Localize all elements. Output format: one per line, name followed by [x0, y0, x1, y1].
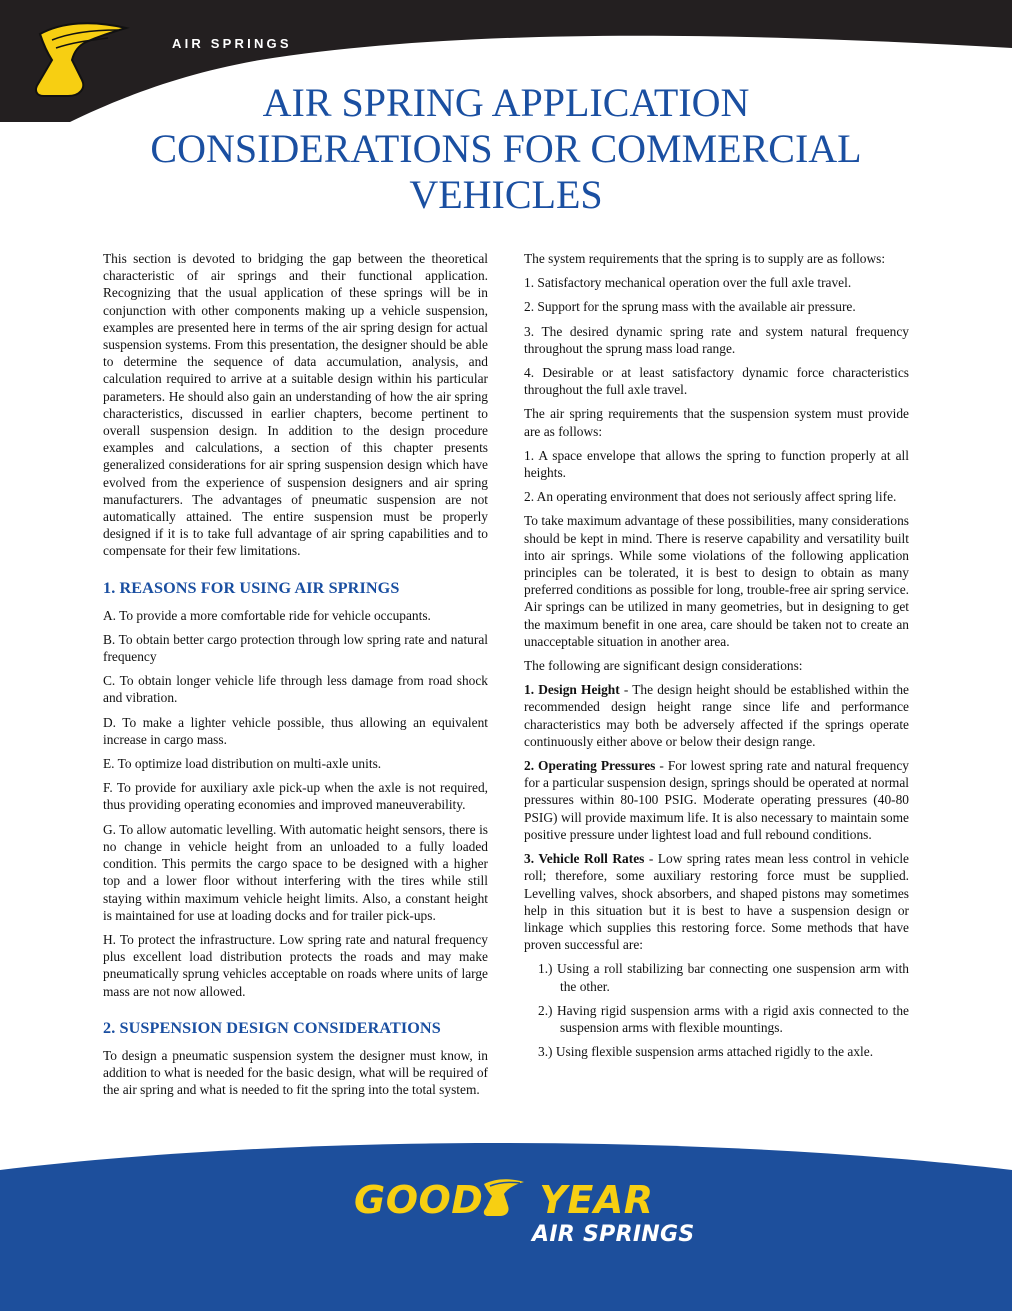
title-line: AIR SPRING APPLICATION: [262, 80, 750, 125]
paragraph: To design a pneumatic suspension system the designer must know, in addition to what is needed for the basic design, what will be required of the air spring and what is needed to fit the spring into the total system.: [103, 1047, 488, 1098]
list-item: D. To make a lighter vehicle possible, thus allowing an equivalent increase in cargo mass.: [103, 714, 488, 747]
list-item: 2. An operating environment that does not seriously affect spring life.: [524, 489, 897, 505]
logo-text-right: YEAR: [539, 1178, 654, 1222]
list-item: 1. A space envelope that allows the spring to function properly at all heights.: [524, 447, 909, 481]
title-line: CONSIDERATIONS FOR COMMERCIAL: [150, 126, 862, 171]
list-item: 4. Desirable or at least satisfactory dynamic force characteristics throughout the full axle travel.: [524, 365, 909, 398]
list-item: G. To allow automatic levelling. With automatic height sensors, there is no change in vehicle height from an unloaded to a fully loaded condition. This permits the cargo space to be designed with a higher top and a lower floor without interfering with the tires while still staying within maximum vehicle height limits. Also, a constant height is maintained for use at loading docks and for trailer pick-ups.: [103, 821, 488, 923]
title-line: VEHICLES: [409, 172, 603, 217]
list-item: 2. Support for the sprung mass with the available air pressure.: [524, 299, 856, 315]
paragraph: To take maximum advantage of these possibilities, many considerations should be kept in mind. There is reserve capability and versatility built into air springs. While some violations of the following application principles can be tolerated, it is best to design to obtain as many preferred conditions as possible for long, trouble-free air spring service. Air springs can be utilized in many geometries, but in designing to get the maximum benefit in one area, care should be taken not to create an unacceptable situation in another area.: [524, 513, 909, 649]
list-item: C. To obtain longer vehicle life through less damage from road shock and vibration.: [103, 673, 488, 706]
list-item: 1. Satisfactory mechanical operation over the full axle travel.: [524, 275, 852, 291]
paragraph: The air spring requirements that the suspension system must provide are as follows:: [524, 406, 909, 439]
sub-list-item: 1.) Using a roll stabilizing bar connecting one suspension arm with the other.: [538, 961, 909, 994]
logo-text-left: GOOD: [354, 1178, 484, 1222]
sub-list-item: 2.) Having rigid suspension arms with a rigid axis connected to the suspension arms with flexible mountings.: [538, 1002, 909, 1035]
list-item: 3. The desired dynamic spring rate and system natural frequency throughout the sprung mass load range.: [524, 323, 909, 356]
section-label: AIR SPRINGS: [172, 36, 292, 51]
sub-list-item: 3.) Using flexible suspension arms attached rigidly to the axle.: [538, 1044, 874, 1060]
list-item: B. To obtain better cargo protection through low spring rate and natural frequency: [103, 631, 488, 665]
consideration-text: - The design height should be established within the recommended design height range since life and performance characteristics may both be adversely affected if the springs operate continuously either above or below their design range.: [524, 682, 909, 749]
list-item: E. To optimize load distribution on multi-axle units.: [103, 756, 382, 772]
list-item: H. To protect the infrastructure. Low spring rate and natural frequency plus excellent load distribution protects the roads and may make pneumatically sprung vehicles acceptable on roads where units of large mass are not now allowed.: [103, 931, 488, 999]
section-heading: 2. SUSPENSION DESIGN CONSIDERATIONS: [103, 1018, 441, 1037]
consideration-label: 1. Design Height: [524, 682, 620, 698]
logo-subtitle: AIR SPRINGS: [532, 1222, 695, 1247]
consideration-item: [524, 757, 909, 843]
list-item: F. To provide for auxiliary axle pick-up when the axle is not required, thus providing operating economies and improved maneuverability.: [103, 780, 488, 813]
list-item: A. To provide a more comfortable ride for vehicle occupants.: [103, 607, 431, 623]
wingfoot-icon: [478, 1176, 526, 1220]
paragraph: The following are significant design considerations:: [524, 658, 803, 674]
left-column: [103, 250, 488, 1105]
consideration-label: 2. Operating Pressures: [524, 758, 656, 774]
consideration-text: - For lowest spring rate and natural frequency for a particular suspension design, springs should be operated at normal pressures within 80-100 PSIG. Moderate operating pressures (40-80 PSIG) will provide maximum life. It is also necessary to maintain some positive pressure under lightest load and full rebound conditions.: [524, 758, 909, 842]
page-title: [40, 80, 972, 218]
consideration-label: 3. Vehicle Roll Rates: [524, 851, 645, 867]
section-heading: 1. REASONS FOR USING AIR SPRINGS: [103, 578, 400, 597]
paragraph: The system requirements that the spring is to supply are as follows:: [524, 251, 886, 266]
right-column: [524, 250, 909, 1067]
intro-paragraph: This section is devoted to bridging the gap between the theoretical characteristic of air springs and their functional application. Recognizing that the usual application of these springs will be in conjunction with other components making up a vehicle suspension, examples are presented here in terms of the air spring design for actual suspension systems. From this presentation, the designer should be able to determine the sequence of data accumulation, analysis, and calculation required to arrive at a suitable design within his particular parameters. He should also gain an understanding of how the air spring characteristics, discussed in earlier chapters, become pertinent to overall suspension design. In addition to the design procedure examples and calculations, a section of this chapter presents generalized considerations for air spring suspension design which have evolved from the experience of suspension designers and air spring manufacturers. The advantages of pneumatic suspension are not automatically attained. The entire suspension must be properly designed if it is to take full advantage of air spring capabilities and to compensate for their few limitations.: [103, 251, 488, 559]
consideration-item: [524, 681, 909, 750]
consideration-text: - Low spring rates mean less control in vehicle roll; therefore, some auxiliary restoring force must be supplied. Levelling valves, shock absorbers, and shaped pistons may sometimes help in this situation but it is best to have a suspension design or linkage which supplies this restoring force. Some methods that have proven successful are:: [524, 851, 909, 953]
footer-band: [0, 1140, 1012, 1311]
consideration-item: [524, 850, 909, 953]
